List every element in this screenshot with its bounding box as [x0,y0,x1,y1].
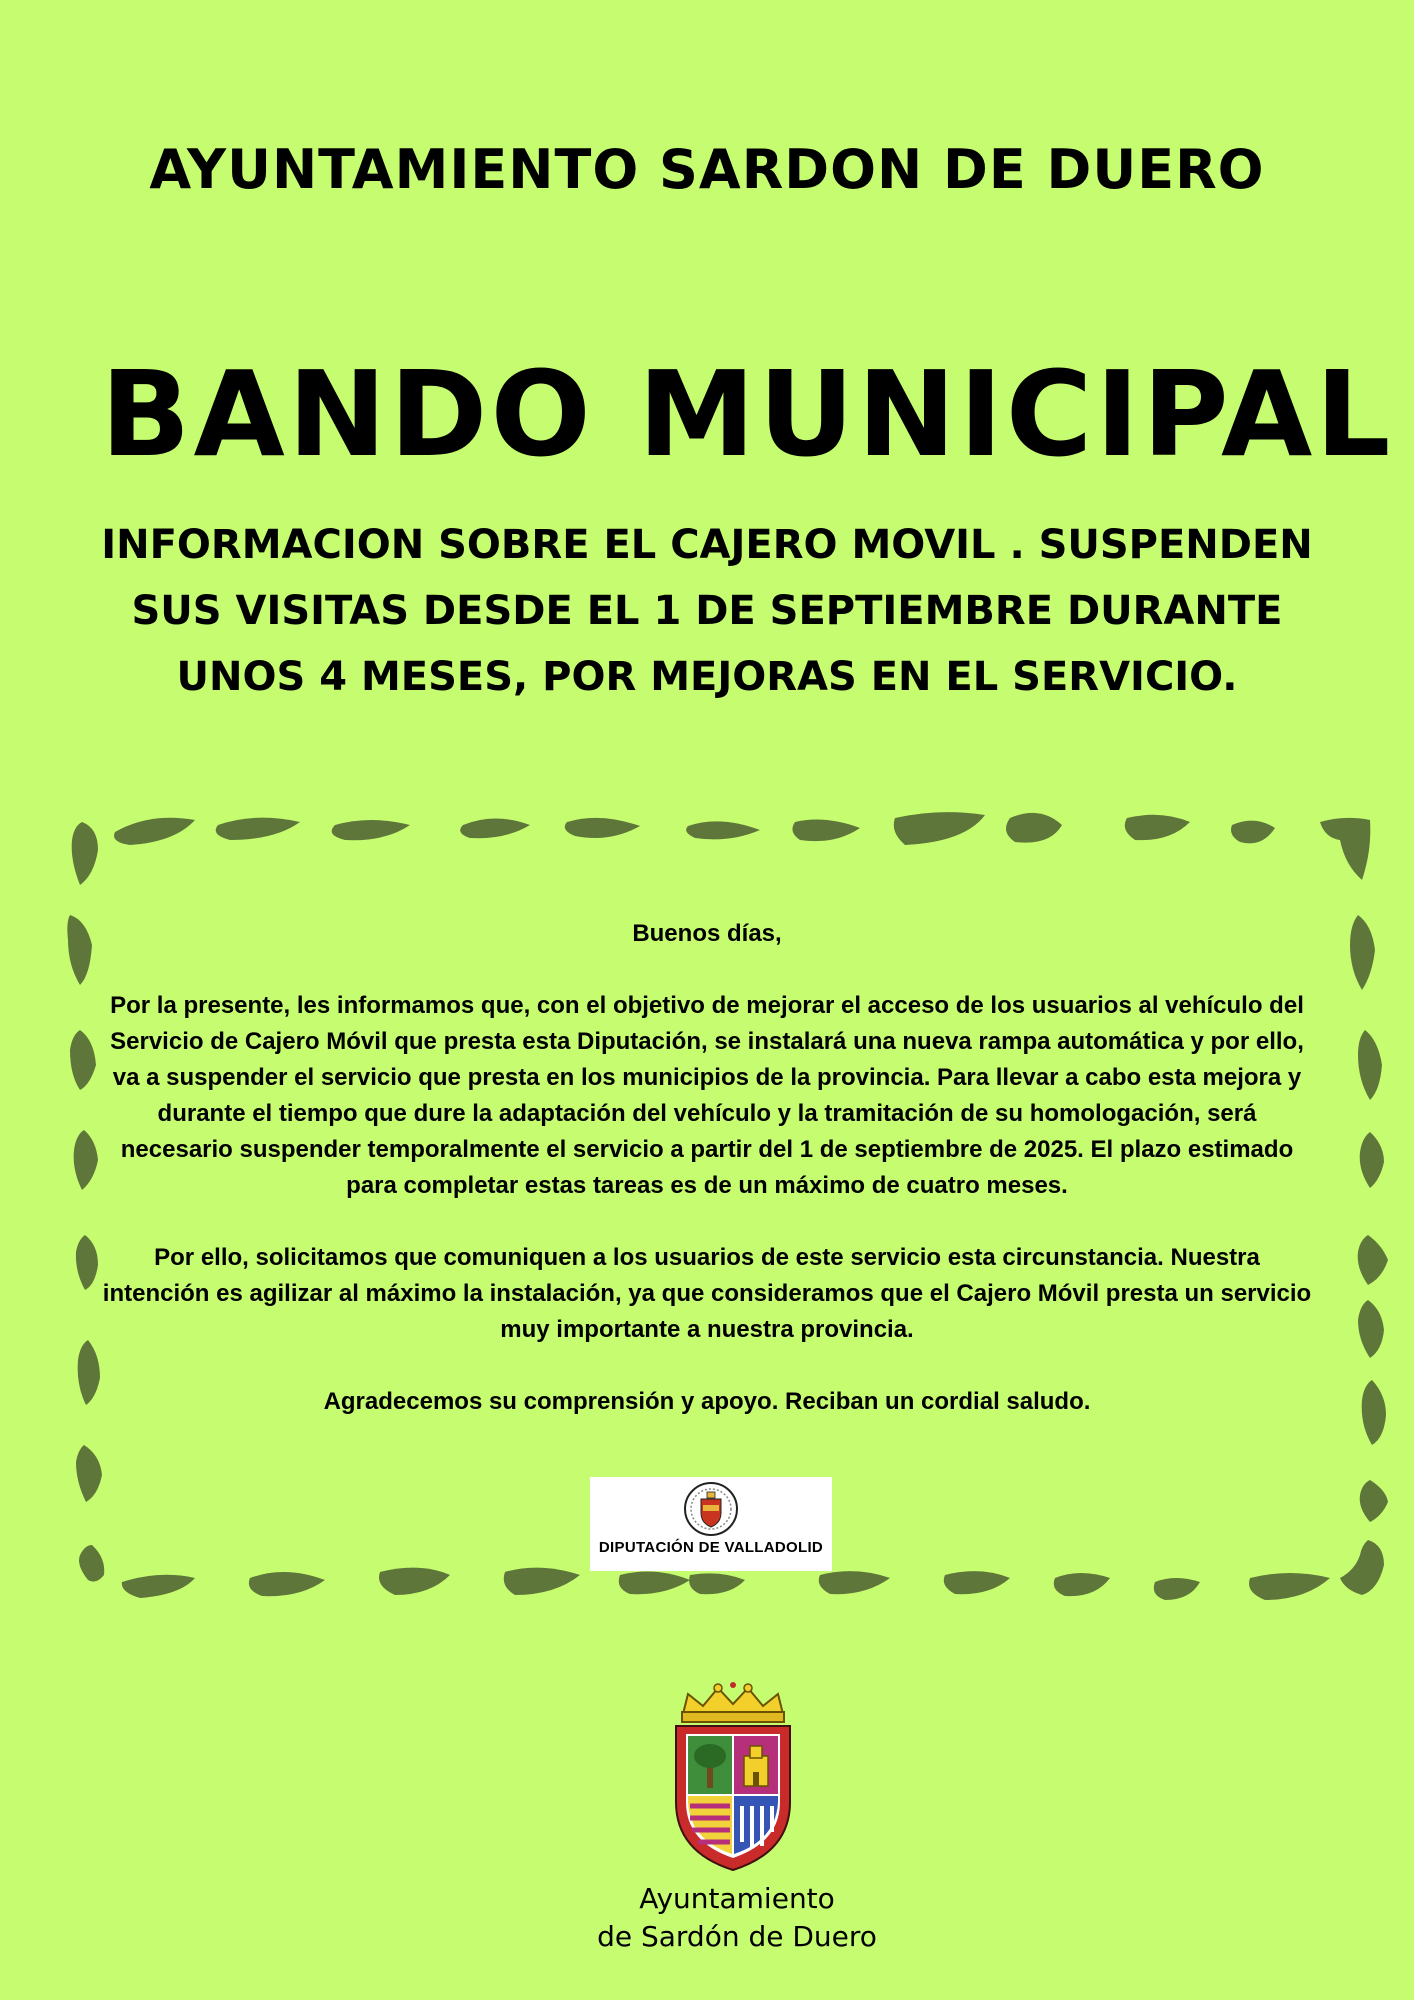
subtitle-line: INFORMACION SOBRE EL CAJERO MOVIL . SUSPENDEN [101,522,1313,568]
notice-subtitle [80,512,1334,710]
diputacion-logo [590,1477,832,1571]
letter-closing: Agradecemos su comprensión y apoyo. Reciban un cordial saludo. [323,1388,1091,1415]
subtitle-line: UNOS 4 MESES, POR MEJORAS EN EL SERVICIO. [176,654,1238,700]
footer-line: de Sardón de Duero [597,1920,877,1953]
diputacion-seal-icon [683,1481,739,1537]
municipal-coat-of-arms-icon [668,1682,798,1872]
council-header: AYUNTAMIENTO SARDON DE DUERO [149,138,1265,201]
letter-paragraph: Por ello, solicitamos que comuniquen a los usuarios de este servicio esta circunstancia. Nuestra intención es agilizar al máximo la instalación, ya que consideramos que el Cajero Móvil presta un servicio muy importante a nuestra provincia. [102,1244,1312,1343]
letter-body [100,916,1314,1420]
notice-title: BANDO MUNICIPAL [100,345,1394,483]
diputacion-logo-text: DIPUTACIÓN DE VALLADOLID [598,1539,824,1556]
footer-council-name [0,1880,1414,1956]
letter-paragraph: Por la presente, les informamos que, con el objetivo de mejorar el acceso de los usuarios al vehículo del Servicio de Cajero Móvil que presta esta Diputación, se instalará una nueva rampa automática y por ello, va a suspender el servicio que presta en los municipios de la provincia. Para llevar a cabo esta mejora y durante el tiempo que dure la adaptación del vehículo y la tramitación de su homologación, será necesario suspender temporalmente el servicio a partir del 1 de septiembre de 2025. El plazo estimado para completar estas tareas es de un máximo de cuatro meses. [110,992,1304,1199]
footer-line: Ayuntamiento [639,1882,835,1915]
letter-greeting: Buenos días, [632,920,782,947]
subtitle-line: SUS VISITAS DESDE EL 1 DE SEPTIEMBRE DURANTE [131,588,1283,634]
